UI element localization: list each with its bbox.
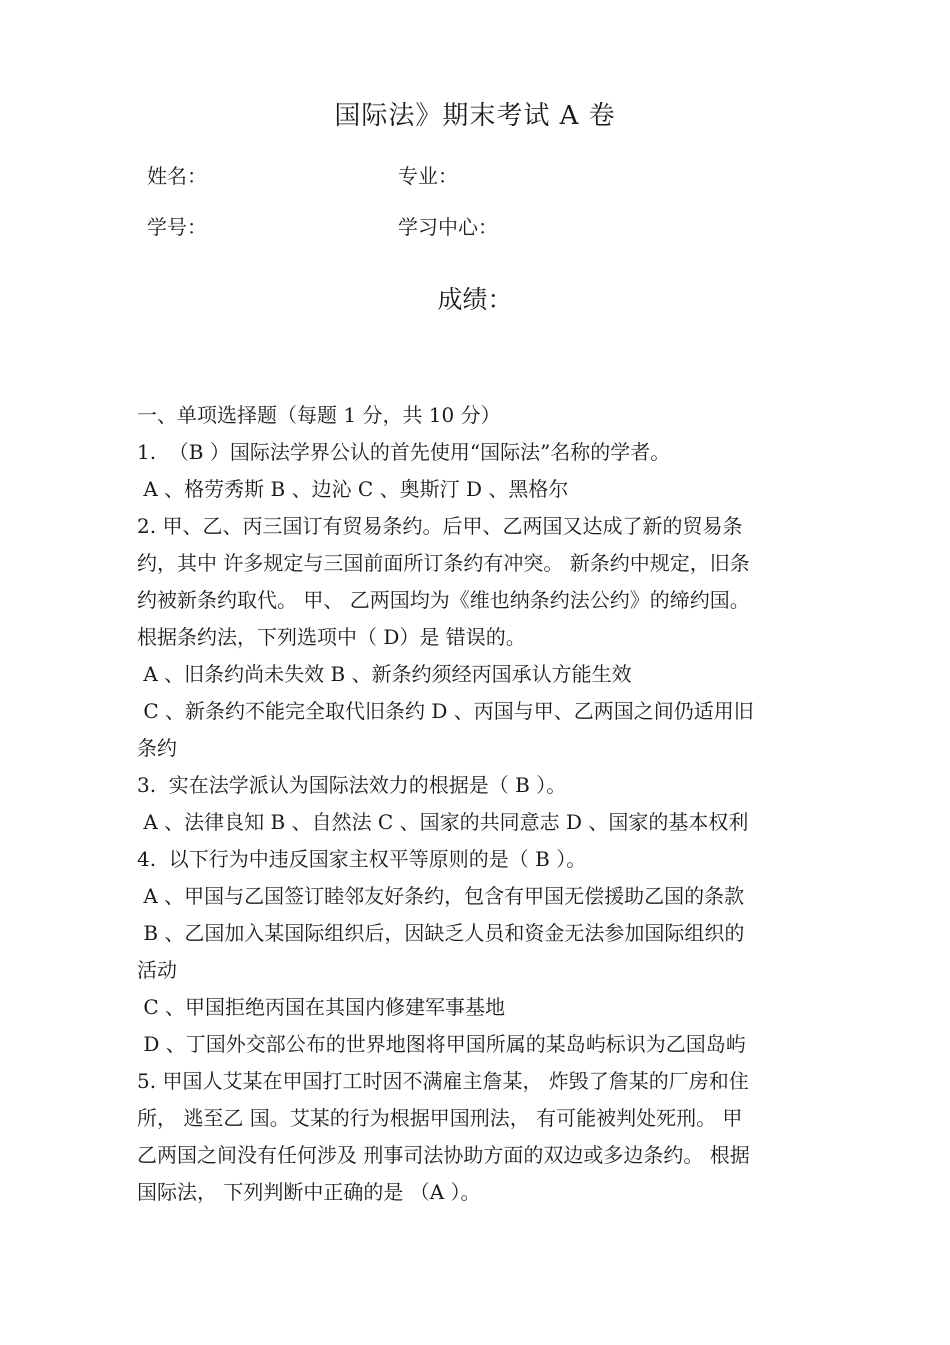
text-line: 所， 逃至乙 国。艾某的行为根据甲国刑法， 有可能被判处死刑。 甲 [137, 1106, 743, 1130]
exam-title: 国际法》期末考试 A 卷 [334, 101, 616, 131]
text-line: 2. 甲、乙、丙三国订有贸易条约。后甲、乙两国又达成了新的贸易条 [137, 514, 743, 538]
text-line: 条约 [137, 736, 177, 760]
text-line: 一、单项选择题（每题 1 分，共 10 分） [137, 403, 501, 427]
text-line: 约，其中 许多规定与三国前面所订条约有冲突。 新条约中规定，旧条 [137, 551, 750, 575]
text-line: A 、法律良知 B 、自然法 C 、国家的共同意志 D 、国家的基本权利 [137, 810, 749, 834]
text-line: 4. 以下行为中违反国家主权平等原则的是（ B ）。 [137, 847, 587, 871]
study-center-field-label: 学习中心： [398, 215, 498, 239]
text-line: C 、新条约不能完全取代旧条约 D 、丙国与甲、乙两国之间仍适用旧 [137, 699, 754, 723]
text-line: 根据条约法，下列选项中（ D）是 错误的。 [137, 625, 526, 649]
text-line: B 、乙国加入某国际组织后，因缺乏人员和资金无法参加国际组织的 [137, 921, 745, 945]
text-line: 乙两国之间没有任何涉及 刑事司法协助方面的双边或多边条约。 根据 [137, 1143, 750, 1167]
text-line: A 、格劳秀斯 B 、边沁 C 、奥斯汀 D 、黑格尔 [137, 477, 569, 501]
text-line: A 、旧条约尚未失效 B 、新条约须经丙国承认方能生效 [137, 662, 632, 686]
text-line: 1. （B ）国际法学界公认的首先使用“国际法”名称的学者。 [137, 440, 671, 464]
text-line: 活动 [137, 958, 177, 982]
text-line: 国际法， 下列判断中正确的是 （A ）。 [137, 1180, 481, 1204]
question-body [137, 397, 817, 1211]
student-id-field-label: 学号： [147, 215, 207, 239]
major-field-label: 专业： [398, 164, 458, 188]
text-line: D 、丁国外交部公布的世界地图将甲国所属的某岛屿标识为乙国岛屿 [137, 1032, 746, 1056]
text-line: A 、甲国与乙国签订睦邻友好条约，包含有甲国无偿援助乙国的条款 [137, 884, 745, 908]
text-line: C 、甲国拒绝丙国在其国内修建军事基地 [137, 995, 506, 1019]
text-line: 5. 甲国人艾某在甲国打工时因不满雇主詹某， 炸毁了詹某的厂房和住 [137, 1069, 749, 1093]
text-line: 约被新条约取代。 甲、 乙两国均为《维也纳条约法公约》的缔约国。 [137, 588, 750, 612]
name-field-label: 姓名： [147, 164, 207, 188]
score-label: 成绩： [437, 285, 513, 314]
text-line: 3. 实在法学派认为国际法效力的根据是（ B ）。 [137, 773, 567, 797]
